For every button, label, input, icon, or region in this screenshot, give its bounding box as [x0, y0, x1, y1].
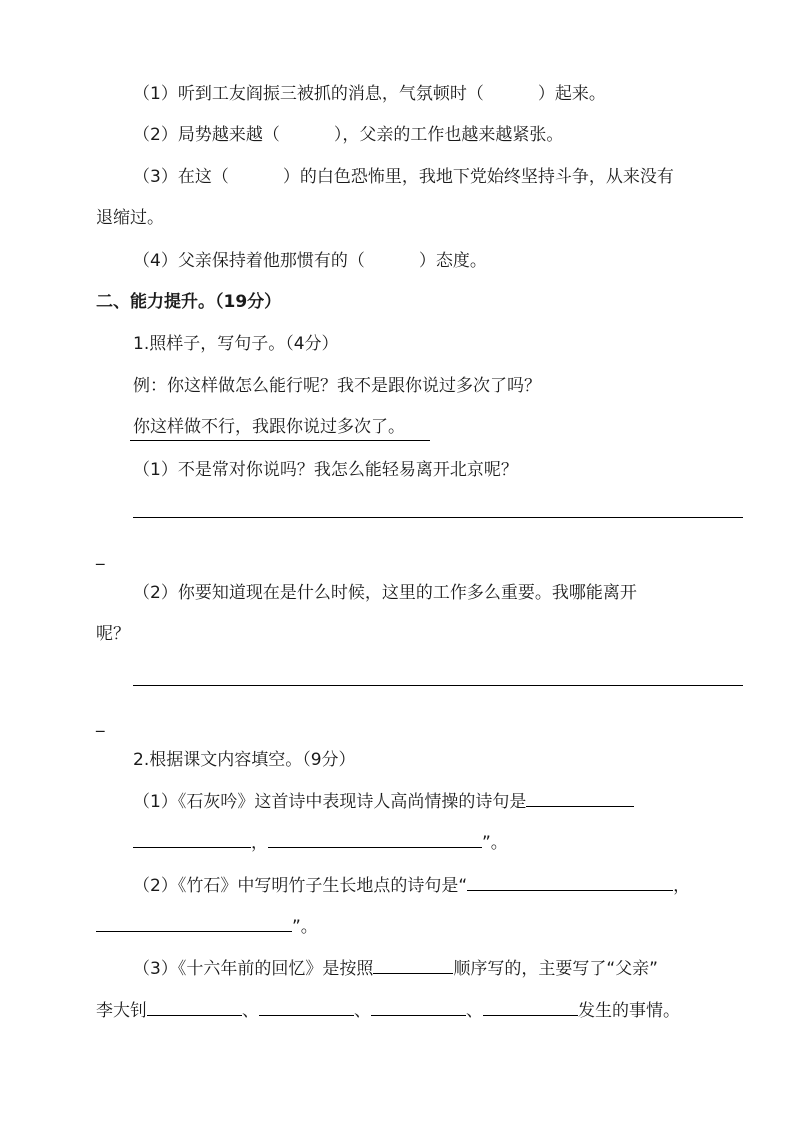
item-text: （1）《石灰吟》这首诗中表现诗人高尚情操的诗句是 [133, 792, 527, 812]
stray-mark: _ [96, 546, 105, 566]
q1-title: 1.照样子，写句子。（4分） [133, 334, 339, 354]
item-number: （2） [133, 583, 178, 603]
separator: 、 [466, 1001, 483, 1021]
q1-item-2 [133, 585, 637, 602]
item-text: 顺序写的，主要写了“父亲” [453, 959, 658, 979]
comma: ， [673, 876, 691, 896]
item-text: 听到工友阎振三被抓的消息，气氛顿时（ [177, 84, 484, 104]
example-text: 你这样做怎么能行呢？我不是跟你说过多次了吗？ [167, 376, 541, 396]
answer-blank[interactable] [133, 846, 251, 848]
item-text: ）起来。 [537, 84, 606, 104]
item-text: ）的白色恐怖里，我地下党始终坚持斗争，从来没有 [282, 167, 674, 187]
item-text: （2）《竹石》中写明竹子生长地点的诗句是“ [133, 876, 468, 896]
item-number: （1） [133, 84, 178, 104]
closing-quote: ”。 [482, 833, 508, 853]
item-number: （1） [133, 460, 178, 480]
q2-item-1-line-2 [133, 835, 508, 852]
fill-item-2 [133, 127, 563, 144]
q2-item-1 [133, 794, 634, 811]
item-text: ）态度。 [418, 251, 487, 271]
item-text: 父亲保持着他那惯有的（ [177, 251, 365, 271]
fill-item-4 [133, 253, 487, 270]
q1-item-1 [133, 462, 518, 479]
answer-blank[interactable] [259, 1014, 354, 1016]
answer-blank[interactable] [526, 805, 634, 807]
example-label: 例： [133, 376, 167, 396]
item-text: （3）《十六年前的回忆》是按照 [133, 959, 374, 979]
comma: ， [251, 833, 268, 853]
item-text: ），父亲的工作也越来越紧张。 [333, 125, 564, 145]
item-text: 发生的事情。 [578, 1001, 680, 1021]
fill-item-3 [133, 169, 674, 186]
answer-blank[interactable] [483, 1014, 578, 1016]
item-text: 不是常对你说吗？我怎么能轻易离开北京呢？ [177, 460, 518, 480]
answer-line-2[interactable] [133, 685, 743, 686]
example-underline [130, 440, 430, 441]
item-number: （4） [133, 251, 178, 271]
separator: 、 [242, 1001, 259, 1021]
answer-blank[interactable] [467, 889, 673, 891]
item-text: 你要知道现在是什么时候，这里的工作多么重要。我哪能离开 [177, 583, 637, 603]
item-text: 局势越来越（ [177, 125, 280, 145]
q1-item-2-continued: 呢？ [96, 624, 130, 644]
answer-blank[interactable] [373, 972, 453, 974]
stray-mark: _ [96, 713, 105, 733]
fill-item-3-continued: 退缩过。 [96, 208, 164, 228]
separator: 、 [354, 1001, 371, 1021]
answer-blank[interactable] [268, 846, 482, 848]
q2-item-3-line-2 [96, 1003, 680, 1020]
q2-title: 2.根据课文内容填空。（9分） [133, 750, 356, 770]
section-2-title: 二、能力提升。（19分） [96, 292, 282, 312]
q2-item-2 [133, 878, 690, 895]
answer-blank[interactable] [96, 930, 292, 932]
q2-item-3 [133, 961, 658, 978]
answer-blank[interactable] [371, 1014, 466, 1016]
item-text: 李大钊 [96, 1001, 147, 1021]
answer-blank[interactable] [147, 1014, 242, 1016]
item-text: 在这（ [177, 167, 229, 187]
item-number: （3） [133, 167, 178, 187]
closing-quote: ”。 [292, 917, 318, 937]
q2-item-2-line-2 [96, 919, 318, 936]
q1-example-answer: 你这样做不行，我跟你说过多次了。 [133, 417, 405, 437]
answer-line-1[interactable] [133, 517, 743, 518]
item-number: （2） [133, 125, 178, 145]
q1-example [133, 378, 541, 395]
fill-item-1 [133, 86, 606, 103]
